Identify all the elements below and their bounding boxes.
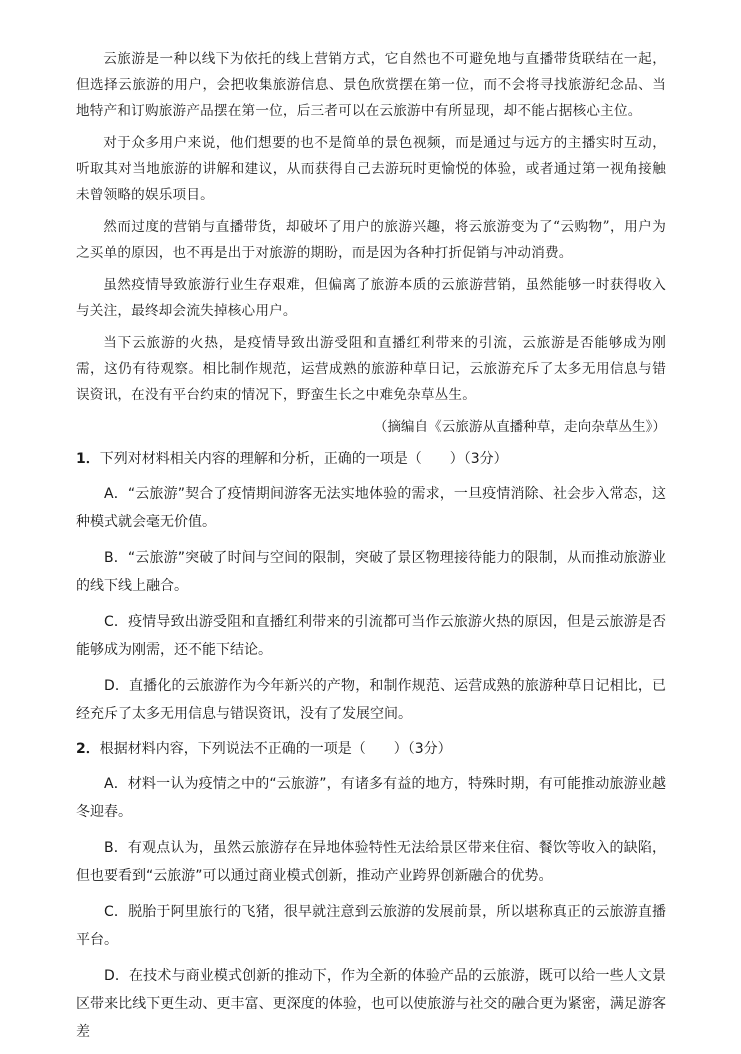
question-1-text: 下列对材料相关内容的理解和分析，正确的一项是（ ）（3分） — [99, 451, 508, 467]
question-1-option-a: A．“云旅游”契合了疫情期间游客无法实地体验的需求，一旦疫情消除、社会步入常态，这种模式就会毫无价值。 — [76, 486, 666, 530]
question-2-option-a: A．材料一认为疫情之中的“云旅游”，有诸多有益的地方，特殊时期，有可能推动旅游业越冬迎春。 — [76, 776, 666, 820]
document-page — [76, 46, 666, 1054]
question-2-stem — [76, 736, 666, 762]
question-2-text: 根据材料内容，下列说法不正确的一项是（ ）（3分） — [99, 741, 452, 757]
question-2-number: 2． — [76, 741, 100, 757]
passage-paragraph-1: 云旅游是一种以线下为依托的线上营销方式，它自然也不可避免地与直播带货联结在一起，但选择云旅游的用户，会把收集旅游信息、景色欣赏摆在第一位，而不会将寻找旅游纪念品、当地特产和订购旅游产品摆在第一位，后三者可以在云旅游中有所显现，却不能占据核心主位。 — [76, 51, 666, 119]
question-1-stem — [76, 446, 666, 472]
question-1-option-c: C．疫情导致出游受阻和直播红利带来的引流都可当作云旅游火热的原因，但是云旅游是否能够成为刚需，还不能下结论。 — [76, 614, 666, 658]
passage-paragraph-5: 当下云旅游的火热，是疫情导致出游受阻和直播红利带来的引流，云旅游是否能够成为刚需，这仍有待观察。相比制作规范，运营成熟的旅游种草日记，云旅游充斥了太多无用信息与错误资讯，在没有平台约束的情况下，野蛮生长之中难免杂草丛生。 — [76, 335, 666, 403]
question-1-number: 1． — [76, 451, 100, 467]
question-2-option-d: D．在技术与商业模式创新的推动下，作为全新的体验产品的云旅游，既可以给一些人文景区带来比线下更生动、更丰富、更深度的体验，也可以使旅游与社交的融合更为紧密，满足游客差 — [76, 968, 666, 1040]
passage-paragraph-3: 然而过度的营销与直播带货，却破坏了用户的旅游兴趣，将云旅游变为了“云购物”，用户为之买单的原因，也不再是出于对旅游的期盼，而是因为各种打折促销与冲动消费。 — [76, 219, 666, 261]
question-2-option-c: C．脱胎于阿里旅行的飞猪，很早就注意到云旅游的发展前景，所以堪称真正的云旅游直播平台。 — [76, 904, 666, 948]
question-1-option-b: B．“云旅游”突破了时间与空间的限制，突破了景区物理接待能力的限制，从而推动旅游业的线下线上融合。 — [76, 550, 666, 594]
passage-paragraph-2: 对于众多用户来说，他们想要的也不是简单的景色视频，而是通过与远方的主播实时互动，听取其对当地旅游的讲解和建议，从而获得自己去游玩时更愉悦的体验，或者通过第一视角接触未曾领略的娱乐项目。 — [76, 135, 666, 203]
passage-paragraph-4: 虽然疫情导致旅游行业生存艰难，但偏离了旅游本质的云旅游营销，虽然能够一时获得收入与关注，最终却会流失掉核心用户。 — [76, 277, 666, 319]
question-2-option-b: B．有观点认为，虽然云旅游存在异地体验特性无法给景区带来住宿、餐饮等收入的缺陷，但也要看到“云旅游”可以通过商业模式创新，推动产业跨界创新融合的优势。 — [76, 840, 666, 884]
passage-source: （摘编自《云旅游从直播种草，走向杂草丛生》） — [373, 419, 666, 435]
question-1-option-d: D．直播化的云旅游作为今年新兴的产物，和制作规范、运营成熟的旅游种草日记相比，已经充斥了太多无用信息与错误资讯，没有了发展空间。 — [76, 678, 666, 722]
